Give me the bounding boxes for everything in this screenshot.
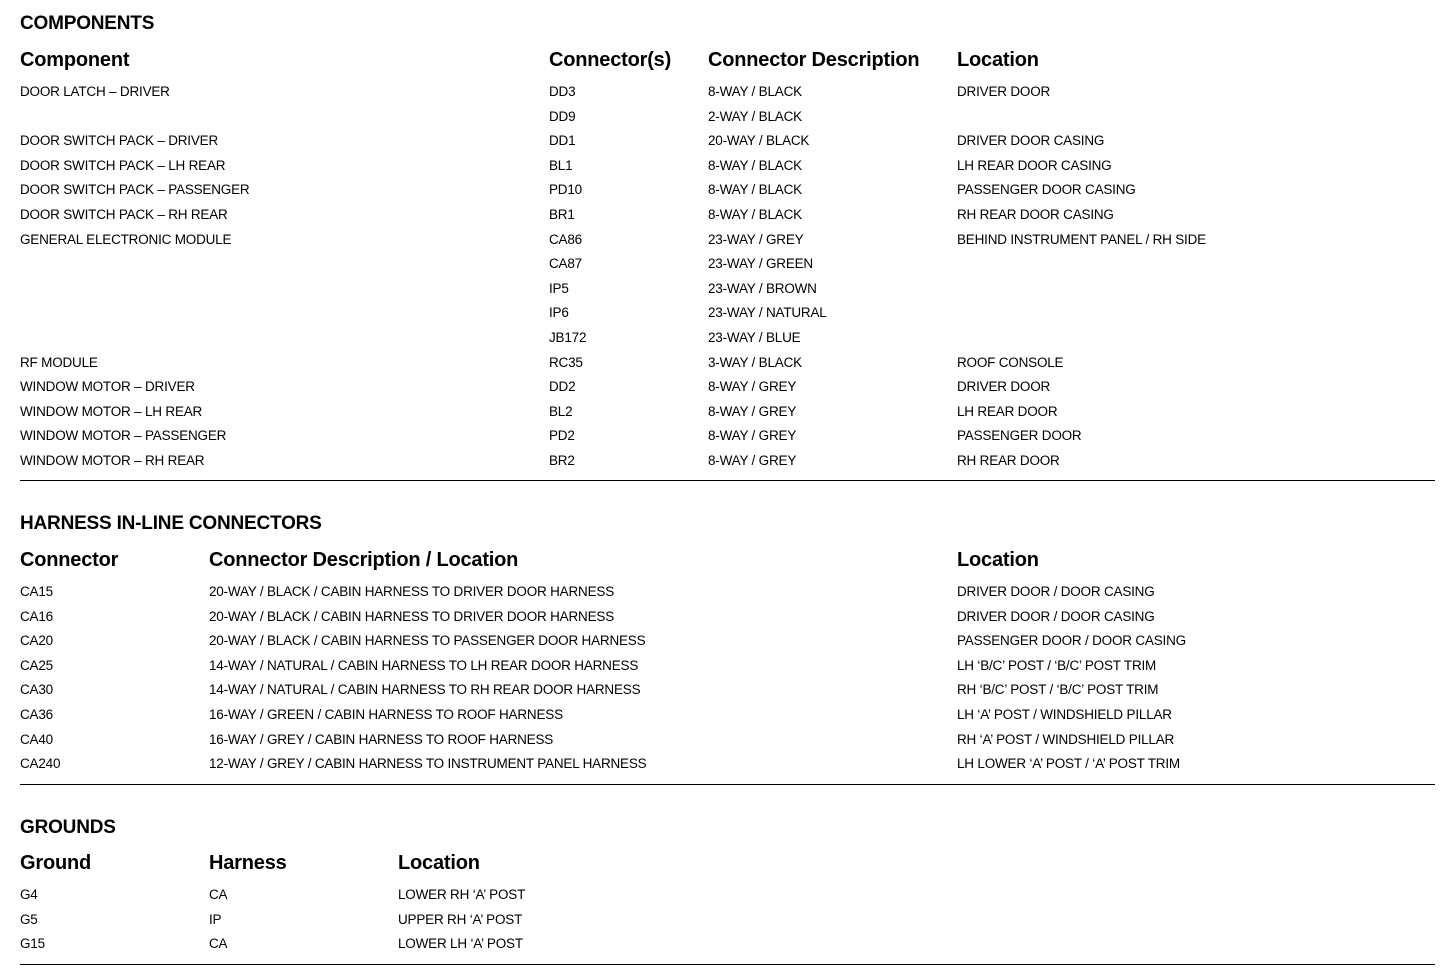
- harness-cell-description: 14-WAY / NATURAL / CABIN HARNESS TO LH REAR DOOR HARNESS: [209, 657, 639, 673]
- components-cell-description: 23-WAY / BLUE: [708, 330, 801, 345]
- harness-header-description: Connector Description / Location: [209, 549, 519, 571]
- components-cell-component: DOOR SWITCH PACK – DRIVER: [20, 133, 219, 149]
- grounds-cell-location: UPPER RH ‘A’ POST: [398, 911, 523, 927]
- grounds-cell-harness: CA: [209, 936, 228, 952]
- harness-cell-description: 16-WAY / GREY / CABIN HARNESS TO ROOF HARNESS: [209, 731, 554, 747]
- components-cell-component: DOOR SWITCH PACK – RH REAR: [20, 207, 228, 222]
- components-cell-component: DOOR SWITCH PACK – LH REAR: [20, 157, 226, 173]
- components-cell-component: GENERAL ELECTRONIC MODULE: [20, 231, 232, 247]
- harness-header-location: Location: [957, 549, 1039, 571]
- components-cell-location: BEHIND INSTRUMENT PANEL / RH SIDE: [957, 231, 1206, 247]
- harness-cell-connector: CA20: [20, 633, 53, 649]
- components-cell-description: 8-WAY / BLACK: [708, 182, 802, 198]
- harness-cell-connector: CA15: [20, 584, 53, 599]
- harness-row: [0, 730, 1456, 750]
- components-header-location: Location: [957, 49, 1039, 71]
- harness-divider: [20, 784, 1435, 785]
- harness-cell-location: DRIVER DOOR / DOOR CASING: [957, 608, 1155, 624]
- grounds-cell-ground: G4: [20, 887, 38, 902]
- components-row: [0, 377, 1456, 397]
- components-cell-connector: BR2: [549, 453, 575, 468]
- grounds-row: [0, 934, 1456, 954]
- components-row: [0, 402, 1456, 422]
- components-cell-location: DRIVER DOOR: [957, 84, 1051, 99]
- harness-row: [0, 582, 1456, 602]
- harness-cell-description: 12-WAY / GREY / CABIN HARNESS TO INSTRUMENT PANEL HARNESS: [209, 756, 647, 772]
- components-cell-component: DOOR SWITCH PACK – PASSENGER: [20, 182, 250, 198]
- components-cell-connector: BL1: [549, 157, 573, 173]
- components-cell-connector: PD2: [549, 428, 575, 444]
- harness-cell-connector: CA36: [20, 707, 53, 722]
- harness-cell-description: 20-WAY / BLACK / CABIN HARNESS TO DRIVER DOOR HARNESS: [209, 584, 614, 599]
- components-row: [0, 156, 1456, 176]
- components-row: [0, 303, 1456, 323]
- harness-cell-connector: CA40: [20, 731, 53, 747]
- grounds-divider: [20, 964, 1435, 965]
- grounds-header-ground: Ground: [20, 852, 92, 874]
- components-cell-description: 20-WAY / BLACK: [708, 133, 810, 149]
- components-row: [0, 279, 1456, 299]
- harness-cell-location: DRIVER DOOR / DOOR CASING: [957, 584, 1155, 599]
- harness-section-title: HARNESS IN-LINE CONNECTORS: [20, 513, 322, 534]
- harness-cell-location: RH ‘B/C’ POST / ‘B/C’ POST TRIM: [957, 682, 1159, 698]
- harness-cell-description: 20-WAY / BLACK / CABIN HARNESS TO DRIVER DOOR HARNESS: [209, 608, 614, 624]
- components-cell-connector: IP6: [549, 305, 569, 321]
- components-row: [0, 328, 1456, 348]
- harness-cell-connector: CA25: [20, 657, 53, 673]
- components-cell-connector: BR1: [549, 207, 575, 222]
- components-cell-component: RF MODULE: [20, 354, 98, 370]
- grounds-cell-ground: G5: [20, 911, 38, 927]
- components-cell-connector: DD9: [549, 108, 576, 124]
- harness-row: [0, 705, 1456, 725]
- harness-cell-connector: CA16: [20, 608, 53, 624]
- components-row: [0, 451, 1456, 471]
- components-row: [0, 131, 1456, 151]
- components-cell-component: WINDOW MOTOR – LH REAR: [20, 403, 203, 419]
- components-cell-description: 23-WAY / GREY: [708, 231, 804, 247]
- grounds-header-location: Location: [398, 852, 480, 874]
- harness-cell-description: 14-WAY / NATURAL / CABIN HARNESS TO RH REAR DOOR HARNESS: [209, 682, 641, 698]
- components-cell-component: WINDOW MOTOR – RH REAR: [20, 453, 205, 468]
- components-cell-description: 8-WAY / GREY: [708, 453, 797, 468]
- components-row: [0, 230, 1456, 250]
- components-cell-description: 23-WAY / GREEN: [708, 256, 813, 272]
- components-header-component: Component: [20, 49, 130, 71]
- components-cell-description: 8-WAY / BLACK: [708, 157, 802, 173]
- components-divider: [20, 480, 1435, 481]
- components-cell-description: 23-WAY / BROWN: [708, 280, 817, 296]
- harness-cell-description: 20-WAY / BLACK / CABIN HARNESS TO PASSENGER DOOR HARNESS: [209, 633, 646, 649]
- grounds-section-title: GROUNDS: [20, 817, 116, 838]
- grounds-cell-harness: CA: [209, 887, 228, 902]
- components-cell-location: DRIVER DOOR: [957, 379, 1051, 395]
- components-row: [0, 205, 1456, 225]
- components-cell-location: PASSENGER DOOR CASING: [957, 182, 1136, 198]
- grounds-cell-harness: IP: [209, 911, 222, 927]
- grounds-cell-location: LOWER LH ‘A’ POST: [398, 936, 523, 952]
- components-cell-location: RH REAR DOOR CASING: [957, 207, 1114, 222]
- grounds-row: [0, 885, 1456, 905]
- components-header-connectors: Connector(s): [549, 49, 672, 71]
- components-cell-connector: CA86: [549, 231, 582, 247]
- harness-cell-location: PASSENGER DOOR / DOOR CASING: [957, 633, 1186, 649]
- harness-row: [0, 607, 1456, 627]
- grounds-header-harness: Harness: [209, 852, 287, 874]
- harness-cell-location: LH ‘A’ POST / WINDSHIELD PILLAR: [957, 707, 1172, 722]
- components-row: [0, 107, 1456, 127]
- components-cell-description: 2-WAY / BLACK: [708, 108, 802, 124]
- components-row: [0, 82, 1456, 102]
- components-cell-description: 8-WAY / GREY: [708, 379, 797, 395]
- components-header-connector-description: Connector Description: [708, 49, 920, 71]
- harness-row: [0, 631, 1456, 651]
- components-row: [0, 426, 1456, 446]
- components-row: [0, 254, 1456, 274]
- harness-row: [0, 656, 1456, 676]
- components-cell-connector: DD1: [549, 133, 576, 149]
- components-cell-description: 23-WAY / NATURAL: [708, 305, 827, 321]
- components-cell-description: 8-WAY / BLACK: [708, 207, 802, 222]
- components-cell-connector: JB172: [549, 330, 587, 345]
- components-row: [0, 180, 1456, 200]
- components-cell-location: DRIVER DOOR CASING: [957, 133, 1105, 149]
- components-cell-location: LH REAR DOOR: [957, 403, 1058, 419]
- components-cell-component: WINDOW MOTOR – DRIVER: [20, 379, 195, 395]
- grounds-cell-ground: G15: [20, 936, 45, 952]
- components-cell-description: 8-WAY / BLACK: [708, 84, 802, 99]
- harness-cell-location: RH ‘A’ POST / WINDSHIELD PILLAR: [957, 731, 1175, 747]
- components-cell-connector: DD3: [549, 84, 576, 99]
- components-cell-component: WINDOW MOTOR – PASSENGER: [20, 428, 227, 444]
- harness-row: [0, 680, 1456, 700]
- components-cell-component: DOOR LATCH – DRIVER: [20, 84, 170, 99]
- harness-cell-description: 16-WAY / GREEN / CABIN HARNESS TO ROOF HARNESS: [209, 707, 563, 722]
- components-cell-location: PASSENGER DOOR: [957, 428, 1082, 444]
- components-cell-connector: DD2: [549, 379, 576, 395]
- components-cell-connector: CA87: [549, 256, 582, 272]
- harness-cell-connector: CA240: [20, 756, 61, 772]
- components-section-title: COMPONENTS: [20, 13, 155, 34]
- components-cell-location: RH REAR DOOR: [957, 453, 1060, 468]
- components-cell-description: 3-WAY / BLACK: [708, 354, 802, 370]
- components-row: [0, 353, 1456, 373]
- components-cell-connector: RC35: [549, 354, 583, 370]
- components-cell-description: 8-WAY / GREY: [708, 403, 797, 419]
- harness-cell-location: LH ‘B/C’ POST / ‘B/C’ POST TRIM: [957, 657, 1157, 673]
- components-cell-description: 8-WAY / GREY: [708, 428, 797, 444]
- components-cell-connector: PD10: [549, 182, 582, 198]
- components-cell-connector: IP5: [549, 280, 569, 296]
- components-cell-location: LH REAR DOOR CASING: [957, 157, 1112, 173]
- harness-cell-connector: CA30: [20, 682, 53, 698]
- components-cell-location: ROOF CONSOLE: [957, 354, 1064, 370]
- harness-cell-location: LH LOWER ‘A’ POST / ‘A’ POST TRIM: [957, 756, 1180, 772]
- harness-row: [0, 754, 1456, 774]
- components-cell-connector: BL2: [549, 403, 573, 419]
- grounds-cell-location: LOWER RH ‘A’ POST: [398, 887, 526, 902]
- harness-header-connector: Connector: [20, 549, 119, 571]
- grounds-row: [0, 910, 1456, 930]
